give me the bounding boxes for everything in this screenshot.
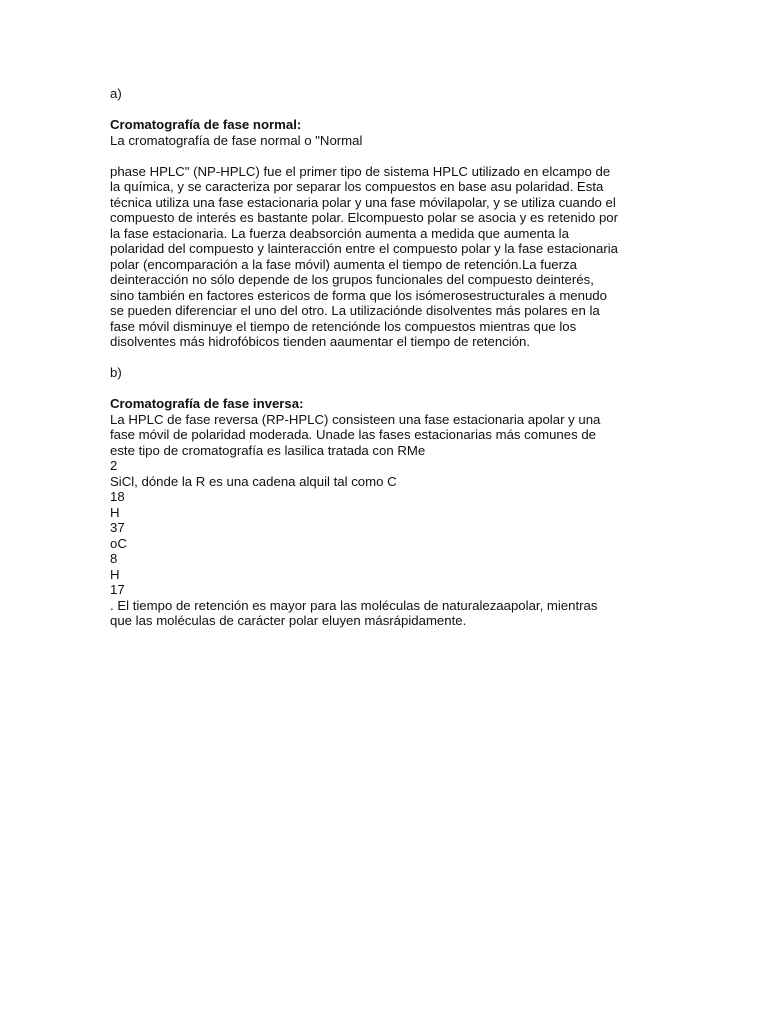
section-b-heading: Cromatografía de fase inversa:	[110, 396, 304, 411]
section-a-marker: a)	[110, 86, 122, 101]
paragraph-line: fase móvil de polaridad moderada. Unade las fases estacionarias más comunes de	[110, 427, 597, 442]
section-a-heading: Cromatografía de fase normal:	[110, 117, 302, 132]
paragraph-line: la fase estacionaria. La fuerza deabsorción aumenta a medida que aumenta la	[110, 225, 569, 241]
spacer	[110, 350, 670, 366]
paragraph-line: polar (encomparación a la fase móvil) aumenta el tiempo de retención.La fuerza	[110, 256, 577, 272]
document-page	[110, 86, 670, 629]
paragraph-line: la química, y se caracteriza por separar los compuestos en base asu polaridad. Esta	[110, 179, 604, 194]
paragraph-line: compuesto de interés es bastante polar. Elcompuesto polar se asocia y es retenido por	[110, 210, 619, 225]
paragraph-line: 17	[110, 582, 125, 597]
paragraph-line: 2	[110, 458, 118, 473]
spacer	[110, 102, 670, 118]
paragraph-line: 8	[110, 551, 118, 566]
paragraph-line: . El tiempo de retención es mayor para las moléculas de naturalezaapolar, mientras	[110, 597, 598, 613]
paragraph-line: fase móvil disminuye el tiempo de retenciónde los compuestos mientras que los	[110, 318, 577, 334]
paragraph-line: La HPLC de fase reversa (RP-HPLC) consisteen una fase estacionaria apolar y una	[110, 411, 601, 427]
section-b-marker: b)	[110, 365, 122, 380]
paragraph-line: polaridad del compuesto y lainteracción entre el compuesto polar y la fase estacionaria	[110, 241, 619, 256]
paragraph-line: que las moléculas de carácter polar eluyen másrápidamente.	[110, 613, 467, 628]
paragraph-line: sino también en factores estericos de forma que los isómerosestructurales a menudo	[110, 287, 607, 303]
paragraph-line: técnica utiliza una fase estacionaria polar y una fase móvilapolar, y se utiliza cuando el	[110, 194, 616, 210]
paragraph-line: SiCl, dónde la R es una cadena alquil tal como C	[110, 473, 397, 489]
spacer	[110, 381, 670, 397]
paragraph-line: se pueden diferenciar el uno del otro. La utilizaciónde disolventes más polares en la	[110, 303, 600, 318]
paragraph-line: oC	[110, 535, 127, 551]
spacer	[110, 148, 670, 164]
paragraph-line: phase HPLC" (NP-HPLC) fue el primer tipo de sistema HPLC utilizado en elcampo de	[110, 163, 611, 179]
paragraph-line: deinteracción no sólo depende de los grupos funcionales del compuesto deinterés,	[110, 272, 594, 287]
section-a-intro: La cromatografía de fase normal o "Normal	[110, 132, 363, 148]
paragraph-line: disolventes más hidrofóbicos tienden aaumentar el tiempo de retención.	[110, 334, 531, 349]
paragraph-line: este tipo de cromatografía es lasilica tratada con RMe	[110, 442, 426, 458]
paragraph-line: 37	[110, 520, 125, 535]
paragraph-line: 18	[110, 489, 125, 504]
paragraph-line: H	[110, 504, 120, 520]
paragraph-line: H	[110, 566, 120, 582]
